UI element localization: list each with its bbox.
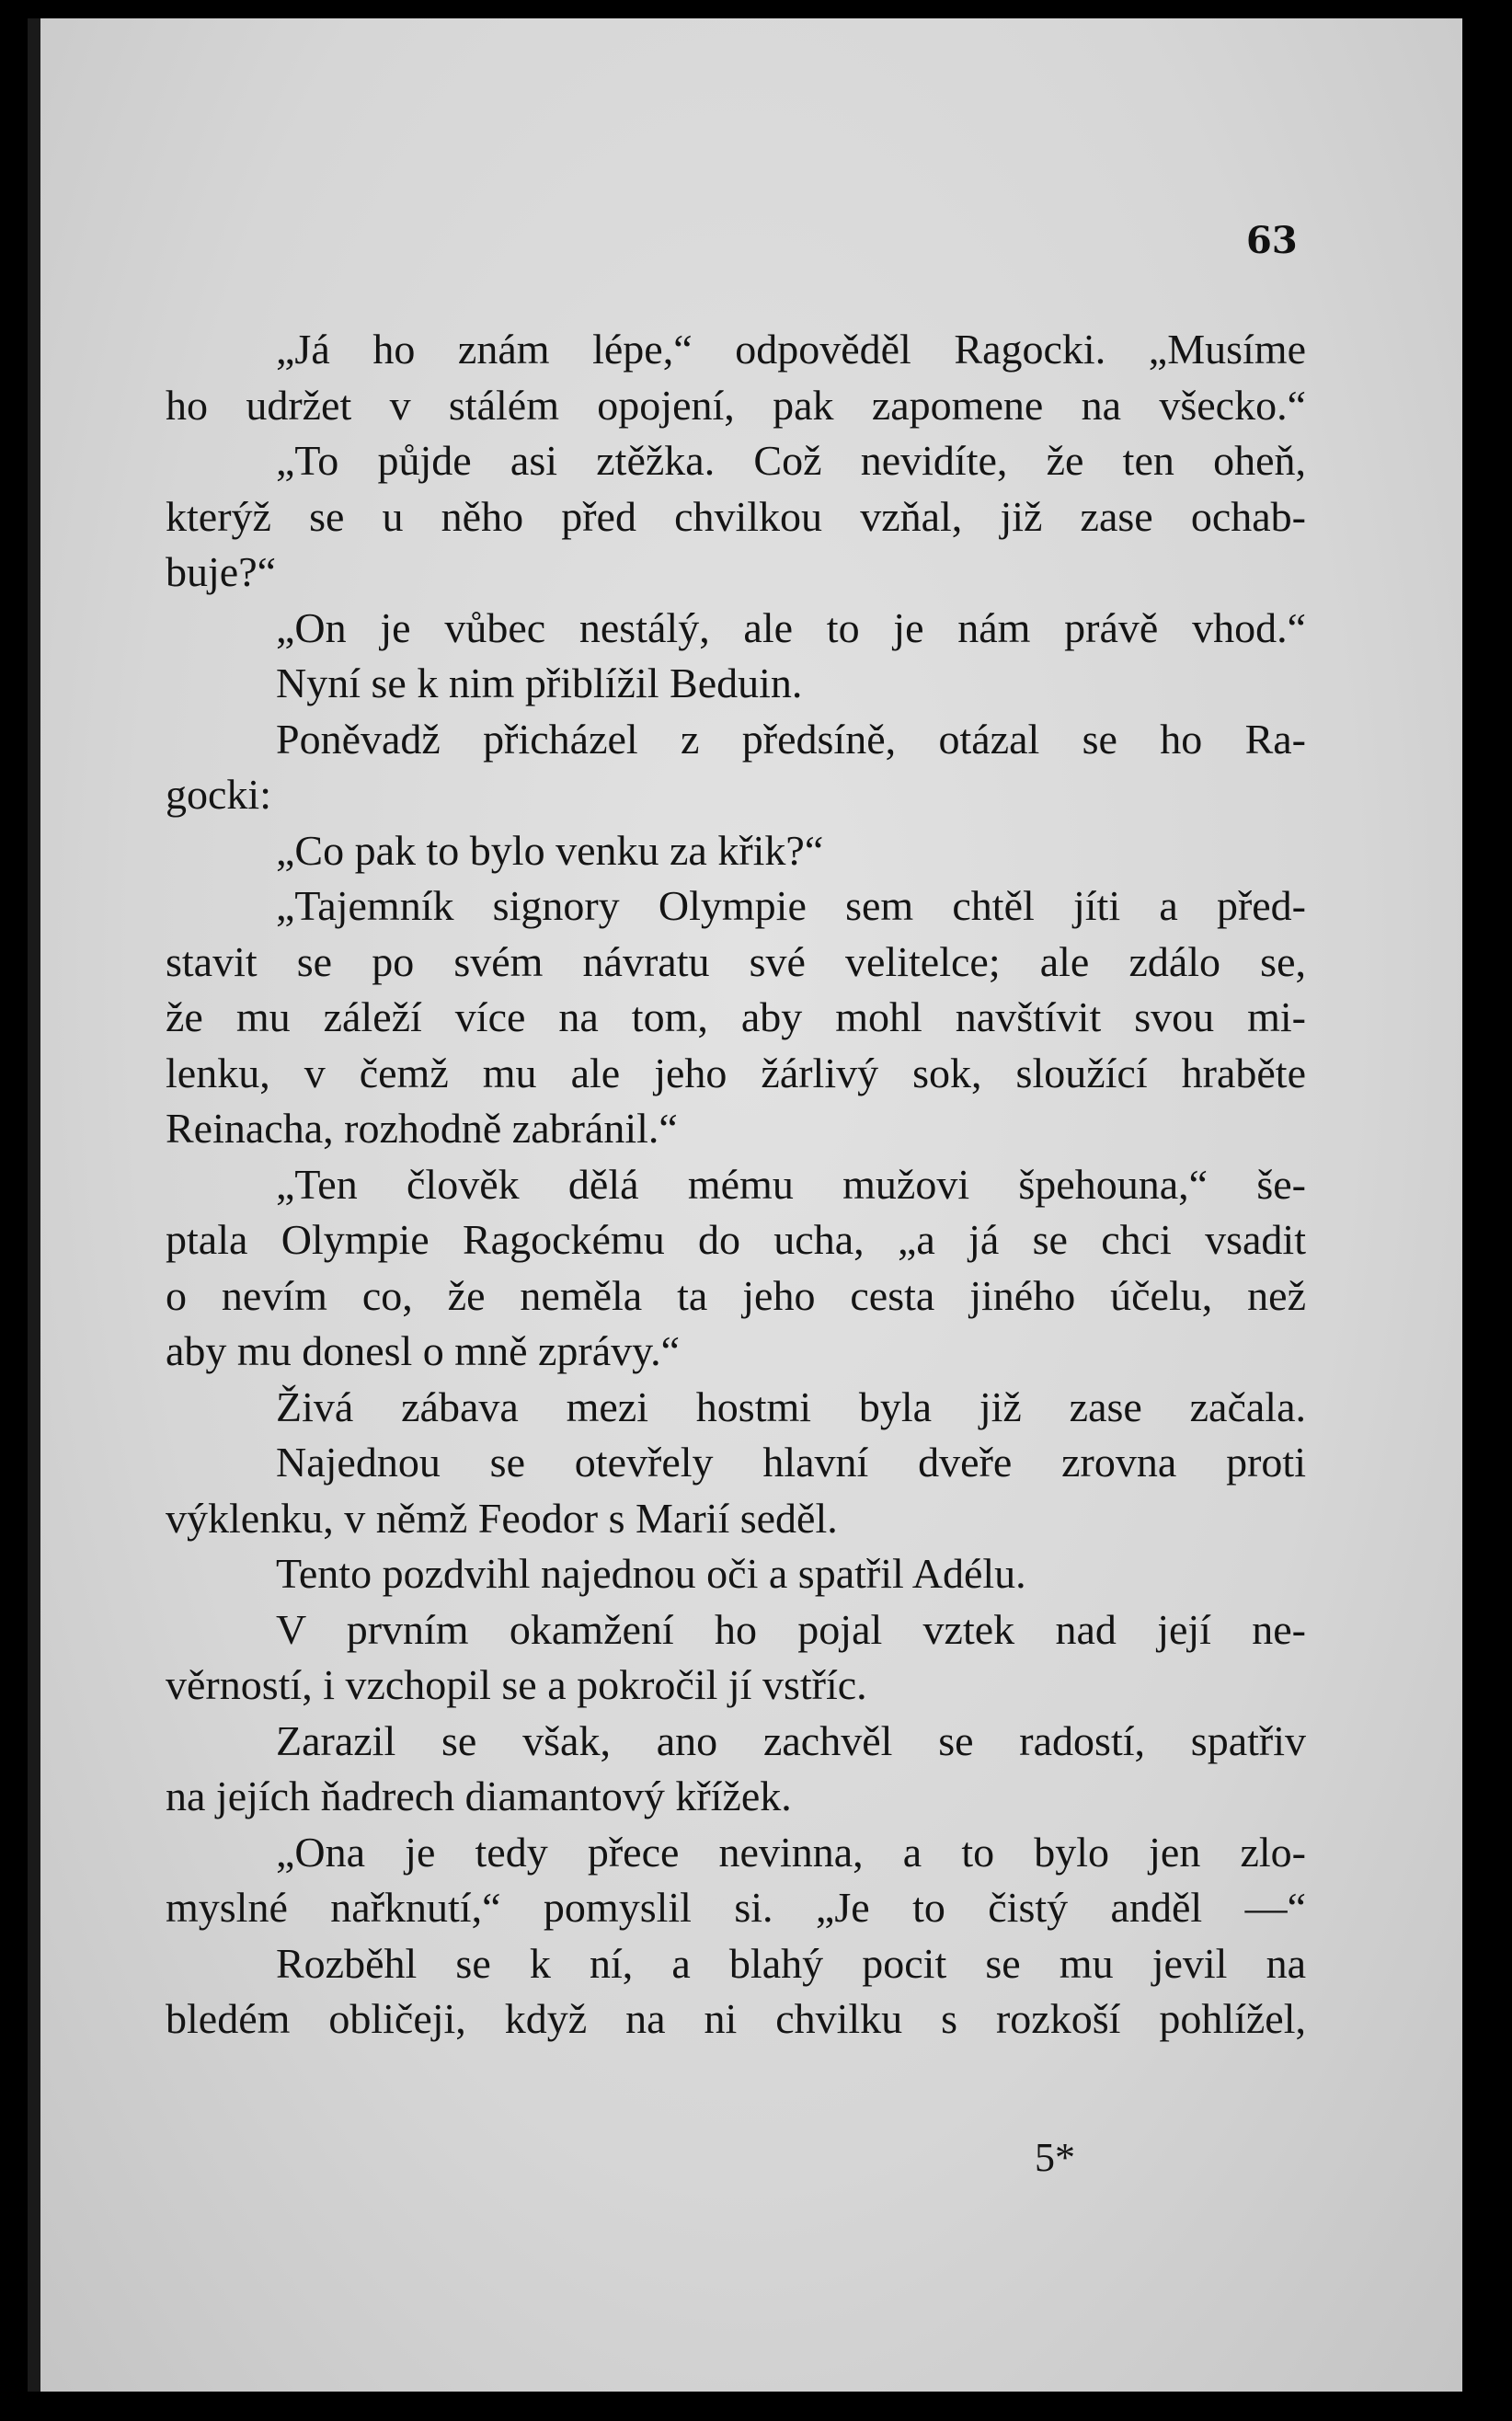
text-line: Tento pozdvihl najednou oči a spatřil Adélu.: [276, 1550, 1026, 1597]
page-number: 63: [1246, 219, 1298, 262]
text-line: Nyní se k nim přiblížil Beduin.: [276, 660, 803, 706]
text-line: „Ten člověk dělá mému mužovi špehouna,“ še-: [276, 1160, 1306, 1208]
text-line: bledém obličeji, když na ni chvilku s rozkoší pohlížel,: [166, 1995, 1306, 2042]
text-line: že mu záleží více na tom, aby mohl navštívit svou mi-: [166, 993, 1306, 1040]
text-line: gocki:: [166, 771, 271, 818]
text-line: Reinacha, rozhodně zabránil.“: [166, 1105, 678, 1152]
text-line: „Já ho znám lépe,“ odpověděl Ragocki. „Musíme: [276, 326, 1306, 373]
text-line: ptala Olympie Ragockému do ucha, „a já se chci vsadit: [166, 1216, 1306, 1263]
text-line: lenku, v čemž mu ale jeho žárlivý sok, sloužící hraběte: [166, 1049, 1306, 1096]
text-line: Zarazil se však, ano zachvěl se radostí, spatřiv: [276, 1716, 1306, 1764]
text-line: aby mu donesl o mně zprávy.“: [166, 1327, 681, 1374]
body-text: [166, 322, 1306, 2048]
book-page: [28, 18, 1462, 2392]
text-line: V prvním okamžení ho pojal vztek nad její ne-: [276, 1605, 1306, 1653]
book-spine-shadow: [28, 18, 40, 2392]
text-line: Najednou se otevřely hlavní dveře zrovna proti: [276, 1439, 1306, 1486]
text-line: „Ona je tedy přece nevinna, a to bylo jen zlo-: [276, 1828, 1306, 1876]
text-line: stavit se po svém návratu své velitelce; ale zdálo se,: [166, 937, 1306, 985]
text-line: na jejích ňadrech diamantový křížek.: [166, 1773, 792, 1819]
text-line: Poněvadž přicházel z předsíně, otázal se ho Ra-: [276, 715, 1306, 763]
text-line: výklenku, v němž Feodor s Marií seděl.: [166, 1494, 838, 1542]
text-line: „Co pak to bylo venku za křik?“: [276, 826, 824, 874]
text-line: kterýž se u něho před chvilkou vzňal, již zase ochab-: [166, 492, 1306, 540]
text-line: buje?“: [166, 548, 277, 595]
signature-mark: 5*: [1035, 2135, 1075, 2180]
text-line: myslné nařknutí,“ pomyslil si. „Je to čistý anděl —“: [166, 1884, 1306, 1931]
text-line: „Tajemník signory Olympie sem chtěl jíti a před-: [276, 882, 1306, 929]
text-line: „To půjde asi ztěžka. Což nevidíte, že ten oheň,: [276, 437, 1306, 484]
text-line: Živá zábava mezi hostmi byla již zase začala.: [276, 1383, 1306, 1430]
text-line: věrností, i vzchopil se a pokročil jí vstříc.: [166, 1661, 867, 1708]
text-line: ho udržet v stálém opojení, pak zapomene na všecko.“: [166, 381, 1306, 429]
text-line: o nevím co, že neměla ta jeho cesta jiného účelu, než: [166, 1271, 1306, 1319]
text-line: „On je vůbec nestálý, ale to je nám právě vhod.“: [276, 603, 1306, 651]
text-line: Rozběhl se k ní, a blahý pocit se mu jevil na: [276, 1939, 1306, 1987]
